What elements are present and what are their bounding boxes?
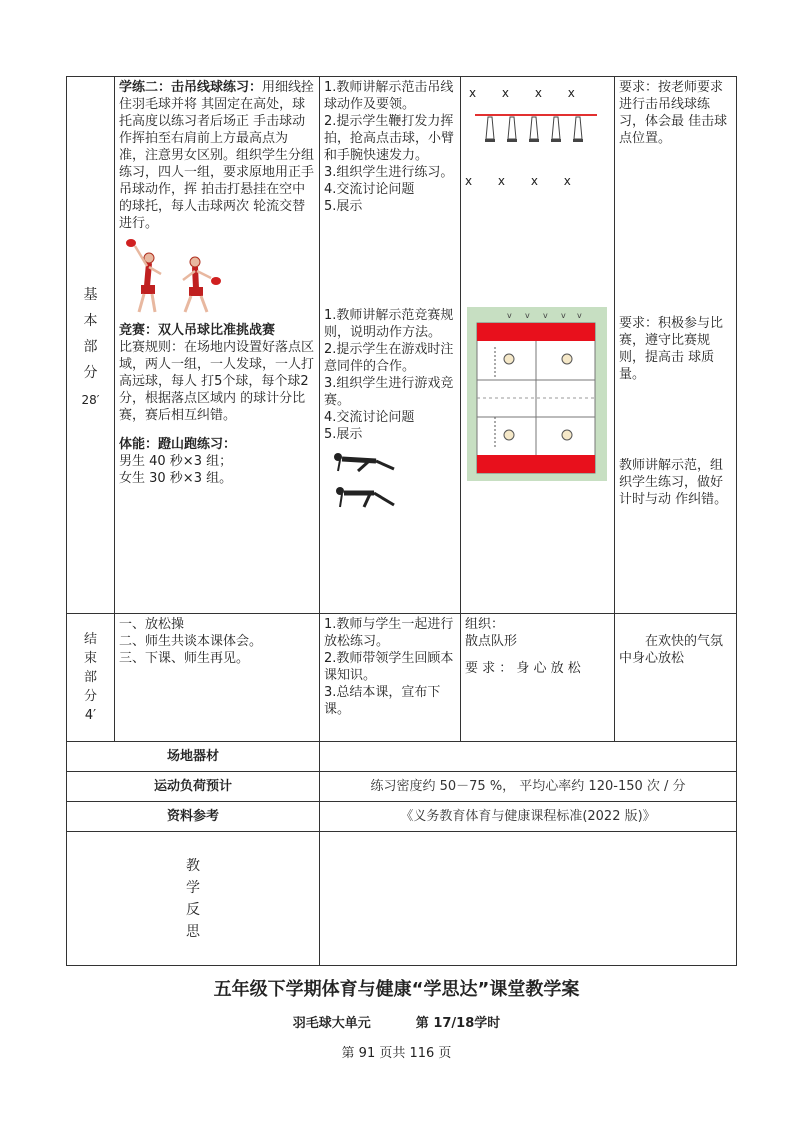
basic-organization-cell [461,77,615,614]
lesson-plan-table [66,76,737,966]
svg-text:v: v [507,311,512,320]
ending-organization-cell [461,614,615,742]
load-value: 练习密度约 50－75 %， 平均心率约 120-150 次 / 分 [320,772,737,802]
unit-name: 羽毛球大单元 [292,1016,371,1031]
ending-content-cell [115,614,320,742]
hanging-shuttles-diagram [469,111,601,147]
section-ending-char: 束 [83,651,97,666]
ending-teacher-step: 1.教师与学生一起进行放松练习。 [324,617,454,649]
requirement-competition: 要求：积极参与比赛，遵守比赛规则，提高击 球质量。 [619,316,724,382]
requirement-drill: 要求：按老师要求进行击吊线球练习，体会最 佳击球点位置。 [619,80,728,146]
ending-teacher-cell [320,614,461,742]
section-basic-char: 本 [83,312,98,329]
basic-teacher-cell [320,77,461,614]
fitness-girls: 女生 30 秒×3 组。 [119,471,233,486]
teacher-step: 3.组织学生进行游戏竞赛。 [324,376,454,408]
next-lesson-unit-line [0,1012,793,1031]
svg-text:v: v [525,311,530,320]
svg-text:v: v [543,311,548,320]
venue-label: 场地器材 [67,742,320,772]
teacher-step: 1.教师讲解示范击吊线球动作及要领。 [324,80,454,112]
ending-requirement-cell [615,614,737,742]
svg-text:v: v [577,311,582,320]
section-ending-char: 分 [83,689,97,704]
basic-requirement-cell [615,77,737,614]
drill-title: 学练二：击吊线球练习： [119,80,263,95]
teacher-step: 3.组织学生进行练习。 [324,165,454,180]
drill-description [119,79,315,232]
competition-rules: 比赛规则：在场地内设置好落点区域，两人一组，一人发球，一人打高远球，每人 打5个球，每个球2分，根据落点区域内 的球计分比赛，赛后相互纠错。 [119,340,315,423]
ending-item: 三、下课、师生再见。 [119,651,250,666]
teacher-step: 1.教师讲解示范竞赛规则，说明动作方法。 [324,308,454,340]
requirement-fitness: 教师讲解示范，组织学生练习，做好计时与动 作纠错。 [619,458,728,507]
ending-item: 二、师生共谈本课体会。 [119,634,263,649]
venue-value [320,742,737,772]
section-basic [67,77,115,614]
fitness-boys: 男生 40 秒×3 组； [119,454,233,469]
section-ending [67,614,115,742]
teacher-step: 5.展示 [324,199,363,214]
section-basic-char: 部 [83,338,98,355]
section-basic-char: 分 [83,364,98,381]
reflection-content-cell [320,832,737,966]
reflection-label-cell [67,832,320,966]
reflection-char: 思 [186,923,200,940]
reflection-char: 教 [186,857,200,874]
ending-teacher-step: 3.总结本课，宣布下课。 [324,685,441,717]
reflection-char: 反 [186,901,200,918]
section-ending-char: 结 [83,632,97,647]
reflection-char: 学 [186,879,200,896]
ending-item: 一、放松操 [119,617,185,632]
ending-org-requirement: 要 求 ： 身 心 放 松 [465,661,581,676]
ending-org-label: 组织： [465,617,505,632]
basic-content-cell [115,77,320,614]
teacher-step: 4.交流讨论问题 [324,410,415,425]
ending-requirement: 在欢快的气氛中身心放松 [619,634,724,666]
page-number: 第 91 页共 116 页 [341,1046,452,1061]
competition-title: 竞赛：双人吊球比准挑战赛 [119,323,276,338]
load-label: 运动负荷预计 [67,772,320,802]
drill-body: 用细线拴住羽毛球并将 其固定在高处，球托高度以练习者后场正 手击球动作挥拍至右肩前上方最高点为 准，注意男女区别。组织学生分组练习，四人一组，要求原地用正手吊球动作，挥 拍击打悬挂在空中的球托，每人击球两次 轮流交替进行。 [119,80,315,231]
ending-org-form: 散点队形 [465,634,518,649]
section-basic-char: 基 [83,286,98,303]
teacher-step: 2.提示学生鞭打发力挥拍，抢高点击球，小臂和手腕快速发力。 [324,114,455,163]
period-number: 第 17/18学时 [415,1016,501,1031]
reference-value: 《义务教育体育与健康课程标准(2022 版)》 [320,802,737,832]
formation-row-bottom: x x x x [465,174,582,188]
mountain-climber-illustration [324,447,404,511]
fitness-title: 体能：蹬山跑练习： [119,437,237,452]
svg-text:v: v [561,311,566,320]
teacher-step: 4.交流讨论问题 [324,182,415,197]
badminton-players-illustration [119,236,229,316]
ending-teacher-step: 2.教师带领学生回顾本课知识。 [324,651,454,683]
section-basic-minutes: 28′ [81,392,100,407]
section-ending-minutes: 4′ [84,708,97,723]
teacher-step: 2.提示学生在游戏时注意同伴的合作。 [324,342,454,374]
section-ending-char: 部 [83,670,97,685]
next-lesson-title: 五年级下学期体育与健康“学思达”课堂教学案 [213,979,580,1000]
formation-row-top: x x x x [469,86,586,100]
badminton-court-diagram [467,307,607,481]
teacher-step: 5.展示 [324,427,363,442]
reference-label: 资料参考 [67,802,320,832]
